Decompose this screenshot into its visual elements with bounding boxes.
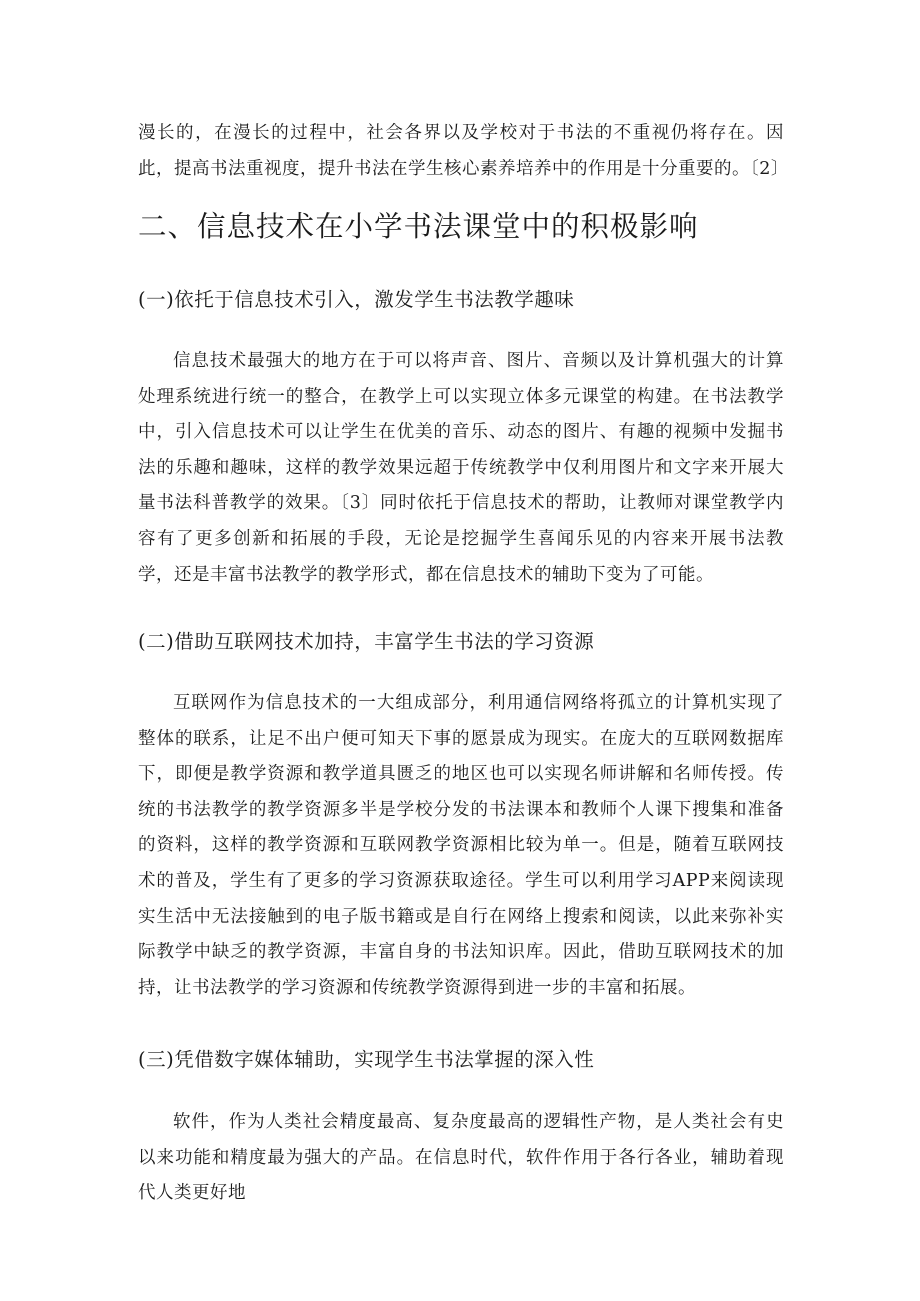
section-heading: 二、信息技术在小学书法课堂中的积极影响 xyxy=(138,210,699,243)
subsection-paragraph-3: 软件，作为人类社会精度最高、复杂度最高的逻辑性产物，是人类社会有史以来功能和精度最为强大的产品。在信息时代，软件作用于各行各业，辅助着现代人类更好地 xyxy=(138,1112,784,1204)
subsection-heading-2: (二)借助互联网技术加持，丰富学生书法的学习资源 xyxy=(138,630,595,653)
subsection-heading-3: (三)凭借数字媒体辅助，实现学生书法掌握的深入性 xyxy=(138,1048,595,1071)
subsection-paragraph-2: 互联网作为信息技术的一大组成部分，利用通信网络将孤立的计算机实现了整体的联系，让足不出户便可知天下事的愿景成为现实。在庞大的互联网数据库下，即便是教学资源和教学道具匮乏的地区也可以实现名师讲解和名师传授。传统的书法教学的教学资源多半是学校分发的书法课本和教师个人课下搜集和准备的资料，这样的教学资源和互联网教学资源相比较为单一。但是，随着互联网技术的普及，学生有了更多的学习资源获取途径。学生可以利用学习APP来阅读现实生活中无法接触到的电子版书籍或是自行在网络上搜索和阅读，以此来弥补实际教学中缺乏的教学资源，丰富自身的书法知识库。因此，借助互联网技术的加持，让书法教学的学习资源和传统教学资源得到进一步的丰富和拓展。 xyxy=(138,693,784,998)
subsection-heading-1: (一)依托于信息技术引入，激发学生书法教学趣味 xyxy=(138,288,575,311)
intro-paragraph: 漫长的，在漫长的过程中，社会各界以及学校对于书法的不重视仍将存在。因此，提高书法重视度，提升书法在学生核心素养培养中的作用是十分重要的。〔2〕 xyxy=(138,123,789,179)
subsection-paragraph-1: 信息技术最强大的地方在于可以将声音、图片、音频以及计算机强大的计算处理系统进行统一的整合，在教学上可以实现立体多元课堂的构建。在书法教学中，引入信息技术可以让学生在优美的音乐、动态的图片、有趣的视频中发掘书法的乐趣和趣味，这样的教学效果远超于传统教学中仅利用图片和文字来开展大量书法科普教学的效果。〔3〕同时依托于信息技术的帮助，让教师对课堂教学内容有了更多创新和拓展的手段，无论是挖掘学生喜闻乐见的内容来开展书法教学，还是丰富书法教学的教学形式，都在信息技术的辅助下变为了可能。 xyxy=(138,351,784,585)
